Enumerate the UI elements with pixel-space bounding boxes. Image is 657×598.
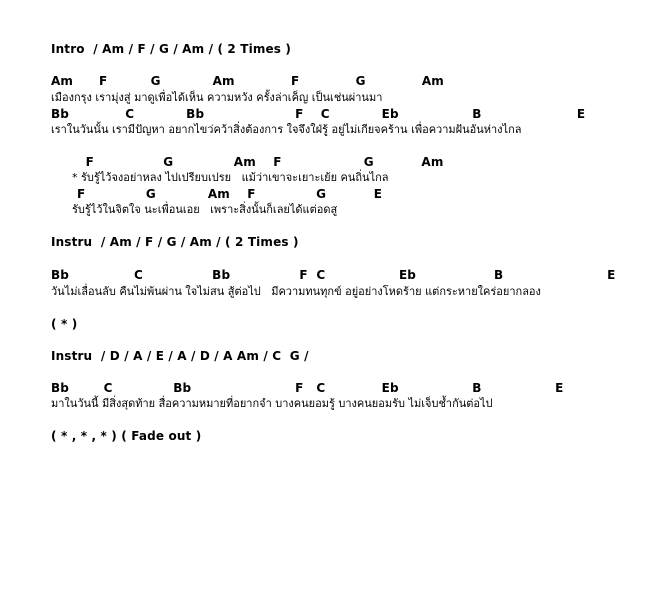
chord-line: Am F G Am F G Am bbox=[51, 74, 444, 88]
chord-line: Bb C Bb F C Eb B E bbox=[51, 381, 564, 395]
outro-line: ( * , * , * ) ( Fade out ) bbox=[51, 429, 202, 443]
lyric-line: เมืองกรุง เรามุ่งสู่ มาดูเพื่อได้เห็น ความหวัง ครั้งล่าเค็ญ เป็นเช่นผ่านมา bbox=[51, 91, 383, 104]
lyric-line: รับรู้ไว้ในจิตใจ นะเพื่อนเอย เพราะสิ่งนั้นก็เลยได้แต่อดสู bbox=[51, 203, 338, 216]
chord-line: Bb C Bb F C Eb B E bbox=[51, 268, 616, 282]
instru-line: Instru / D / A / E / A / D / A Am / C G / bbox=[51, 349, 309, 363]
lyric-line: * รับรู้ไว้จงอย่าหลง ไปเปรียบเปรย แม้ว่าเขาจะเยาะเย้ย คนถิ่นไกล bbox=[51, 171, 389, 184]
chorus-marker: ( * ) bbox=[51, 317, 78, 331]
lyric-line: วันไม่เลื่อนลับ คืนไม่พ้นผ่าน ใจไม่สน สู้ต่อไป มีความทนทุกข์ อยู่อย่างโหดร้าย แต่กระหายใคร่อยากลอง bbox=[51, 285, 541, 298]
lyric-line: มาในวันนี้ มีสิ่งสุดท้าย สื่อความหมายที่อยากจำ บางคนยอมรู้ บางคนยอมรับ ไม่เจ็บช้ำกันต่อไป bbox=[51, 397, 493, 410]
chord-line: Bb C Bb F C Eb B E bbox=[51, 107, 586, 121]
lyric-line: เราในวันนั้น เรามีปัญหา อยากไขว่คว้าสิ่งต้องการ ใจจึงใฝ่รู้ อยู่ไม่เกียจคร้าน เพื่อความฝันอันห่างไกล bbox=[51, 123, 522, 136]
chord-line: F G Am F G Am bbox=[51, 155, 444, 169]
intro-line: Intro / Am / F / G / Am / ( 2 Times ) bbox=[51, 42, 292, 56]
instru-line: Instru / Am / F / G / Am / ( 2 Times ) bbox=[51, 235, 299, 249]
chord-line: F G Am F G E bbox=[51, 187, 383, 201]
